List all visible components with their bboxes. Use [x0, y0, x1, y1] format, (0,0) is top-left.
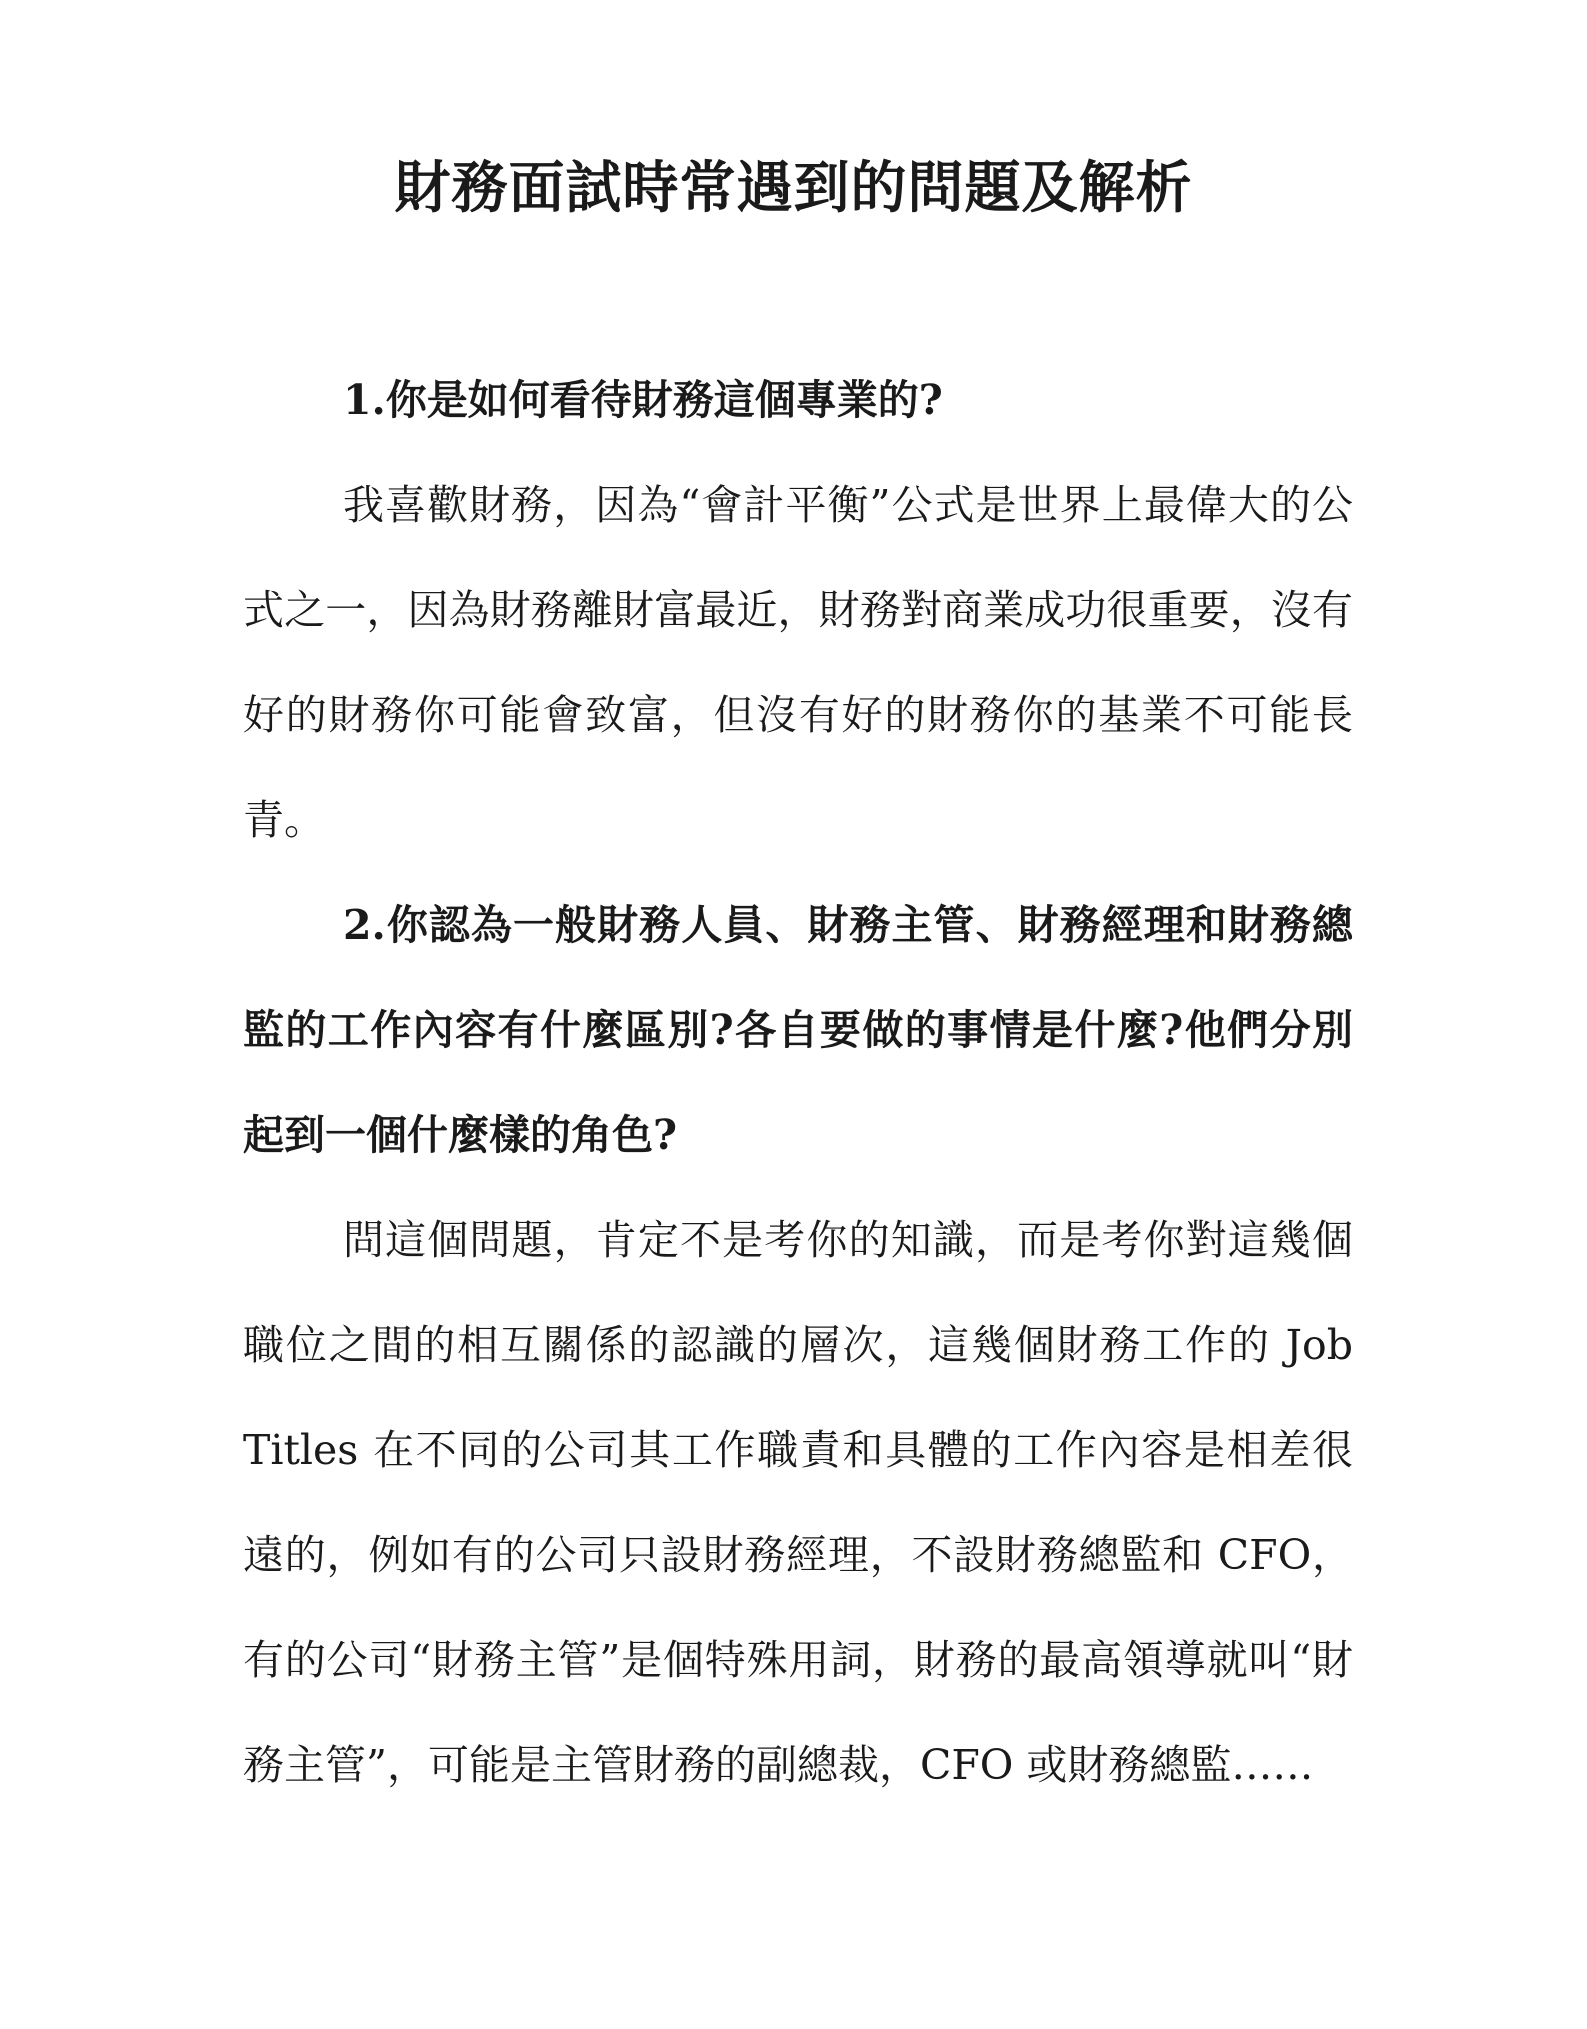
answer-2: 問這個問題，肯定不是考你的知識，而是考你對這幾個職位之間的相互關係的認識的層次，這幾個財務工作的 Job Titles 在不同的公司其工作職責和具體的工作內容是相差很遠的，例如有的公司只設財務經理，不設財務總監和 CFO，有的公司“財務主管”是個特殊用詞，財務的最高領導就叫“財務主管”，可能是主管財務的副總裁，CFO 或財務總監……	[243, 1216, 1353, 1789]
document-title: 財務面試時常遇到的問題及解析	[394, 155, 1193, 221]
answer-1: 我喜歡財務，因為“會計平衡”公式是世界上最偉大的公式之一，因為財務離財富最近，財務對商業成功很重要，沒有好的財務你可能會致富，但沒有好的財務你的基業不可能長青。	[243, 481, 1353, 844]
document-body	[243, 348, 1353, 1818]
question-2: 2.你認為一般財務人員、財務主管、財務經理和財務總監的工作內容有什麼區別?各自要做的事情是什麼?他們分別起到一個什麼樣的角色?	[243, 901, 1353, 1159]
question-1: 1.你是如何看待財務這個專業的?	[343, 376, 943, 424]
